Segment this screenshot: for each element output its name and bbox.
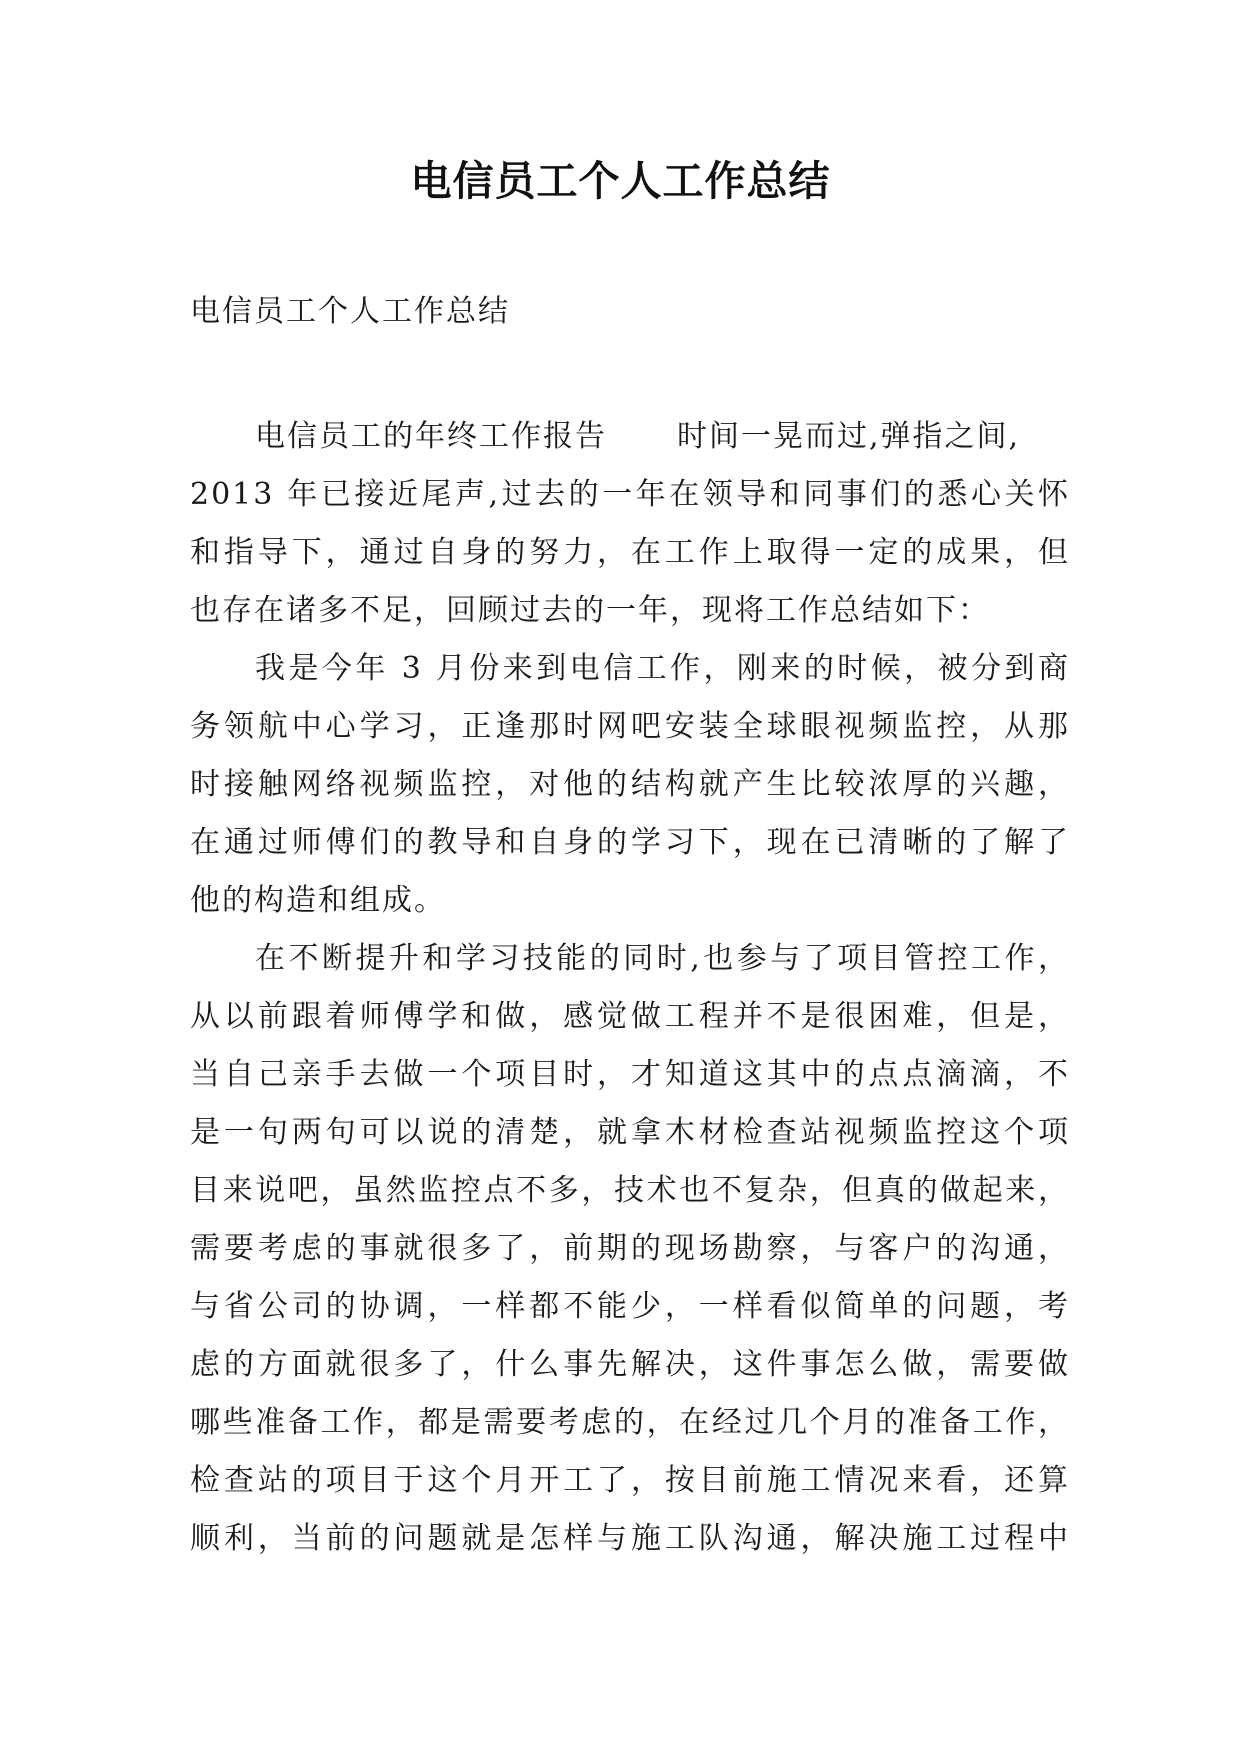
body-line: 目来说吧，虽然监控点不多，技术也不复杂，但真的做起来，: [190, 1173, 1070, 1208]
body-line: 从以前跟着师傅学和做，感觉做工程并不是很困难，但是，: [190, 999, 1070, 1034]
body-line: 时接触网络视频监控，对他的结构就产生比较浓厚的兴趣，: [190, 767, 1070, 802]
body-line: 我是今年 3 月份来到电信工作，刚来的时候，被分到商: [255, 651, 1070, 686]
body-line: 哪些准备工作，都是需要考虑的，在经过几个月的准备工作，: [190, 1405, 1070, 1440]
body-line: 2013 年已接近尾声,过去的一年在领导和同事们的悉心关怀: [190, 477, 1070, 512]
document-subtitle: 电信员工个人工作总结: [190, 294, 510, 329]
body-line: 当自己亲手去做一个项目时，才知道这其中的点点滴滴，不: [190, 1057, 1070, 1092]
body-line-report-header: [190, 408, 1070, 466]
body-line: 和指导下，通过自身的努力，在工作上取得一定的成果，但: [190, 535, 1070, 570]
document-body: [190, 408, 1070, 1568]
body-line: 务领航中心学习，正逢那时网吧安装全球眼视频监控，从那: [190, 709, 1070, 744]
body-line-text: 时间一晃而过,弹指之间,: [677, 419, 1021, 454]
report-title: 电信员工的年终工作报告: [255, 419, 607, 454]
body-line: 也存在诸多不足，回顾过去的一年，现将工作总结如下：: [190, 593, 990, 628]
document-title: 电信员工个人工作总结: [410, 157, 831, 205]
body-line: 需要考虑的事就很多了，前期的现场勘察，与客户的沟通，: [190, 1231, 1070, 1266]
body-line: 在不断提升和学习技能的同时,也参与了项目管控工作，: [255, 941, 1070, 976]
body-line: 检查站的项目于这个月开工了，按目前施工情况来看，还算: [190, 1463, 1070, 1498]
body-line: 在通过师傅们的教导和自身的学习下，现在已清晰的了解了: [190, 825, 1070, 860]
body-line: 与省公司的协调，一样都不能少，一样看似简单的问题，考: [190, 1289, 1070, 1324]
body-line: 他的构造和组成。: [190, 883, 446, 918]
body-line: 虑的方面就很多了，什么事先解决，这件事怎么做，需要做: [190, 1347, 1070, 1382]
body-line: 是一句两句可以说的清楚，就拿木材检查站视频监控这个项: [190, 1115, 1070, 1150]
body-line: 顺利，当前的问题就是怎样与施工队沟通，解决施工过程中: [190, 1521, 1070, 1556]
